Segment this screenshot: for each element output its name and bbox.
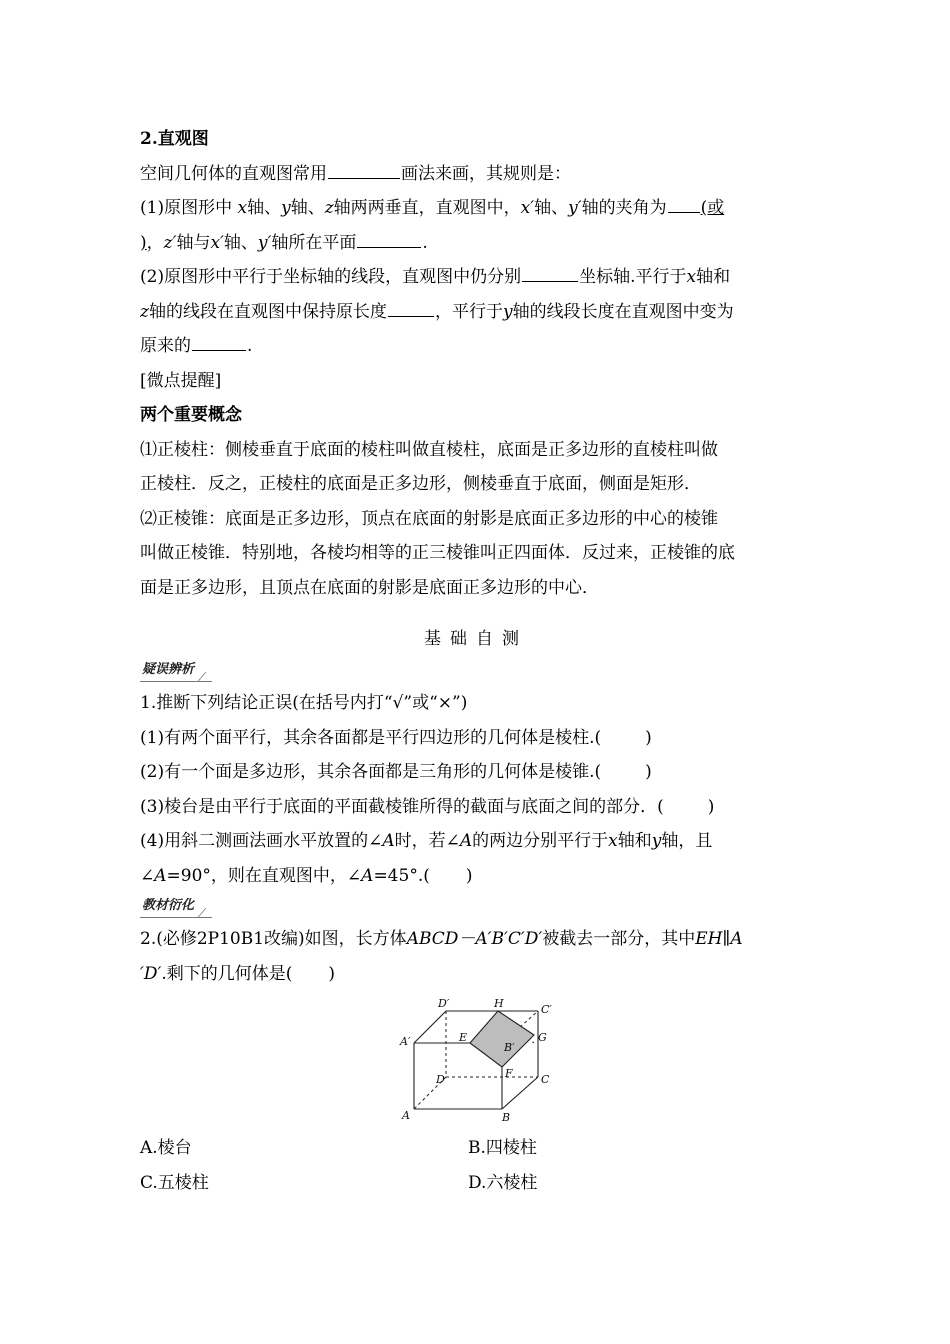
tips-p2-line1: ⑵正棱锥：底面是正多边形，顶点在底面的射影是底面正多边形的中心的棱锥 [140,508,718,529]
section-heading: 2.直观图 [140,129,209,149]
rule-2-line-3: 原来的 . [140,336,253,356]
label-Cp: C′ [541,1003,552,1016]
question-1-item-3: (3)棱台是由平行于底面的平面截棱锥所得的截面与底面之间的部分．( ) [140,796,715,817]
section-EHGF [470,1011,534,1067]
label-D: D [436,1073,445,1086]
self-test-title: 基础自测 [424,629,528,649]
edge-CB [502,1077,538,1109]
label-H: H [494,997,504,1010]
option-d[interactable]: D.六棱柱 [468,1172,538,1193]
rule-2-line-1: (2)原图形中平行于坐标轴的线段，直观图中仍分别 坐标轴.平行于x轴和 [140,267,731,287]
cuboid-figure [140,995,812,1125]
cuboid-diagram [398,995,558,1125]
answer-blank [192,349,246,351]
label-Bp: B′ [504,1041,515,1054]
question-1: 1.推断下列结论正误(在括号内打“√”或“×”) [140,693,468,713]
label-Ap: A′ [400,1035,411,1048]
tips-p2-line3: 面是正多边形，且顶点在底面的射影是底面正多边形的中心． [140,577,599,598]
label-A: A [402,1109,410,1122]
document-page [140,122,812,1200]
label-B: B [502,1111,511,1124]
label-C: C [541,1073,550,1086]
answer-blank [522,280,578,282]
option-c[interactable]: C.五棱柱 [140,1172,209,1193]
question-2-line2: ′D′.剩下的几何体是( ) [140,963,336,984]
tips-title: 两个重要概念 [140,405,242,425]
answer-blank [668,211,700,213]
rule-2-line-2: z轴的线段在直观图中保持原长度 ，平行于y轴的线段长度在直观图中变为 [140,301,734,322]
rule-1-line-1: (1)原图形中 x轴、y轴、z轴两两垂直，直观图中，x′轴、y′轴的夹角为 (或 [140,198,725,218]
intro-line: 空间几何体的直观图常用 画法来画，其规则是： [140,163,571,184]
question-1-item-2: (2)有一个面是多边形，其余各面都是三角形的几何体是棱锥.( ) [140,762,652,782]
option-a[interactable]: A.棱台 [140,1138,192,1158]
tips-label: [微点提醒] [140,370,222,391]
question-1-item-4-line2: ∠A=90°，则在直观图中，∠A=45°.( ) [140,865,473,886]
label-E: E [459,1031,468,1044]
question-2-line1: 2.(必修2P10B1改编)如图，长方体ABCD－A′B′C′D′被截去一部分，其中EH∥A [140,929,743,949]
tips-p1-line2: 正棱柱．反之，正棱柱的底面是正多边形，侧棱垂直于底面，侧面是矩形． [140,474,701,494]
label-F: F [505,1067,513,1080]
tips-p1-line1: ⑴正棱柱：侧棱垂直于底面的棱柱叫做直棱柱，底面是正多边形的直棱柱叫做 [140,439,718,460]
question-1-item-4-line1: (4)用斜二测画法画水平放置的∠A时，若∠A的两边分别平行于x轴和y轴，且 [140,831,713,851]
question-1-item-1: (1)有两个面平行，其余各面都是平行四边形的几何体是棱柱.( ) [140,727,652,748]
label-G: G [538,1031,547,1044]
answer-blank [328,177,400,179]
section-tag-textbook: 教材衍化 [140,895,212,918]
answer-blank [388,315,434,317]
tips-p2-line2: 叫做正棱锥．特别地，各棱均相等的正三棱锥叫正四面体．反过来，正棱锥的底 [140,543,735,563]
answer-blank [357,246,421,248]
option-b[interactable]: B.四棱柱 [468,1138,537,1158]
answer-options [140,1131,812,1200]
label-Dp: D′ [438,997,450,1010]
rule-1-line-2: )，z′轴与x′轴、y′轴所在平面 . [140,232,428,253]
edge-ApDp [414,1011,446,1043]
section-tag-errors: 疑误辨析 [140,659,212,682]
